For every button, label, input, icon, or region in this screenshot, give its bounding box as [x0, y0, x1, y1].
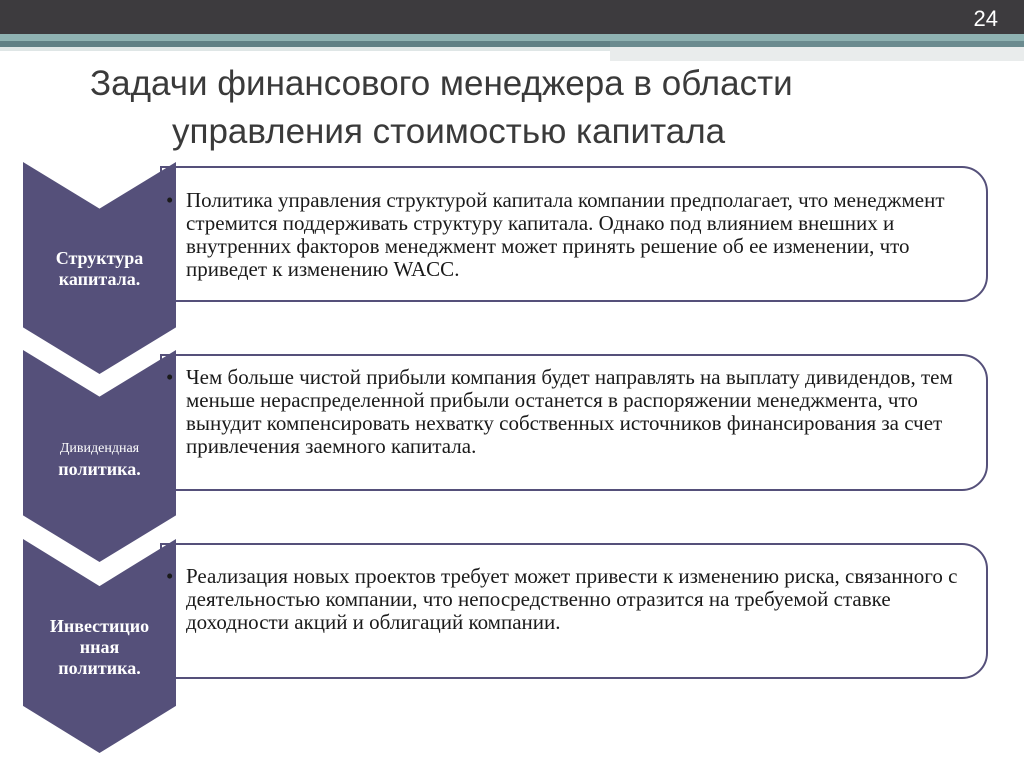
chevron-label-dividend-policy: Дивидендная политика.: [58, 441, 141, 479]
item-text-capital-structure: • Политика управления структурой капитала компании предполагает, что менеджмент стремится поддерживать структуру капитала. Однако под влиянием внешних и внутренних факторов менеджмент может принять решение об ее изменении, что приведет к изменению WACC.: [166, 188, 945, 281]
page-number: 24: [973, 6, 998, 31]
slide-title: [90, 60, 990, 156]
item-text-dividend-policy: • Чем больше чистой прибыли компания будет направлять на выплату дивидендов, тем меньше нераспределенной прибыли останется в распоряжении менеджмента, что вынудит компенсировать нехватку собственных источников финансирования за счет привлечения заемного капитала.: [166, 365, 953, 458]
accent-stripe: [0, 34, 1024, 41]
title-line-1: Задачи финансового менеджера в области: [90, 64, 793, 103]
chevron-label-capital-structure: Структура капитала.: [55, 248, 144, 289]
bullet-icon: •: [166, 188, 174, 212]
item-text-investment-policy: • Реализация новых проектов требует может привести к изменению риска, связанного с деятельностью компании, что непосредственно отразится на требуемой ставке доходности акций и облигаций компании.: [166, 564, 958, 634]
title-line-2: управления стоимостью капитала: [172, 112, 726, 151]
bullet-icon: •: [166, 564, 174, 588]
chevron-label-investment-policy: Инвестицио нная политика.: [49, 616, 150, 678]
accent-stripe-pale: [610, 47, 1024, 61]
bullet-icon: •: [166, 365, 174, 389]
accent-stripe-light: [0, 47, 610, 51]
top-bar: [0, 0, 1024, 34]
